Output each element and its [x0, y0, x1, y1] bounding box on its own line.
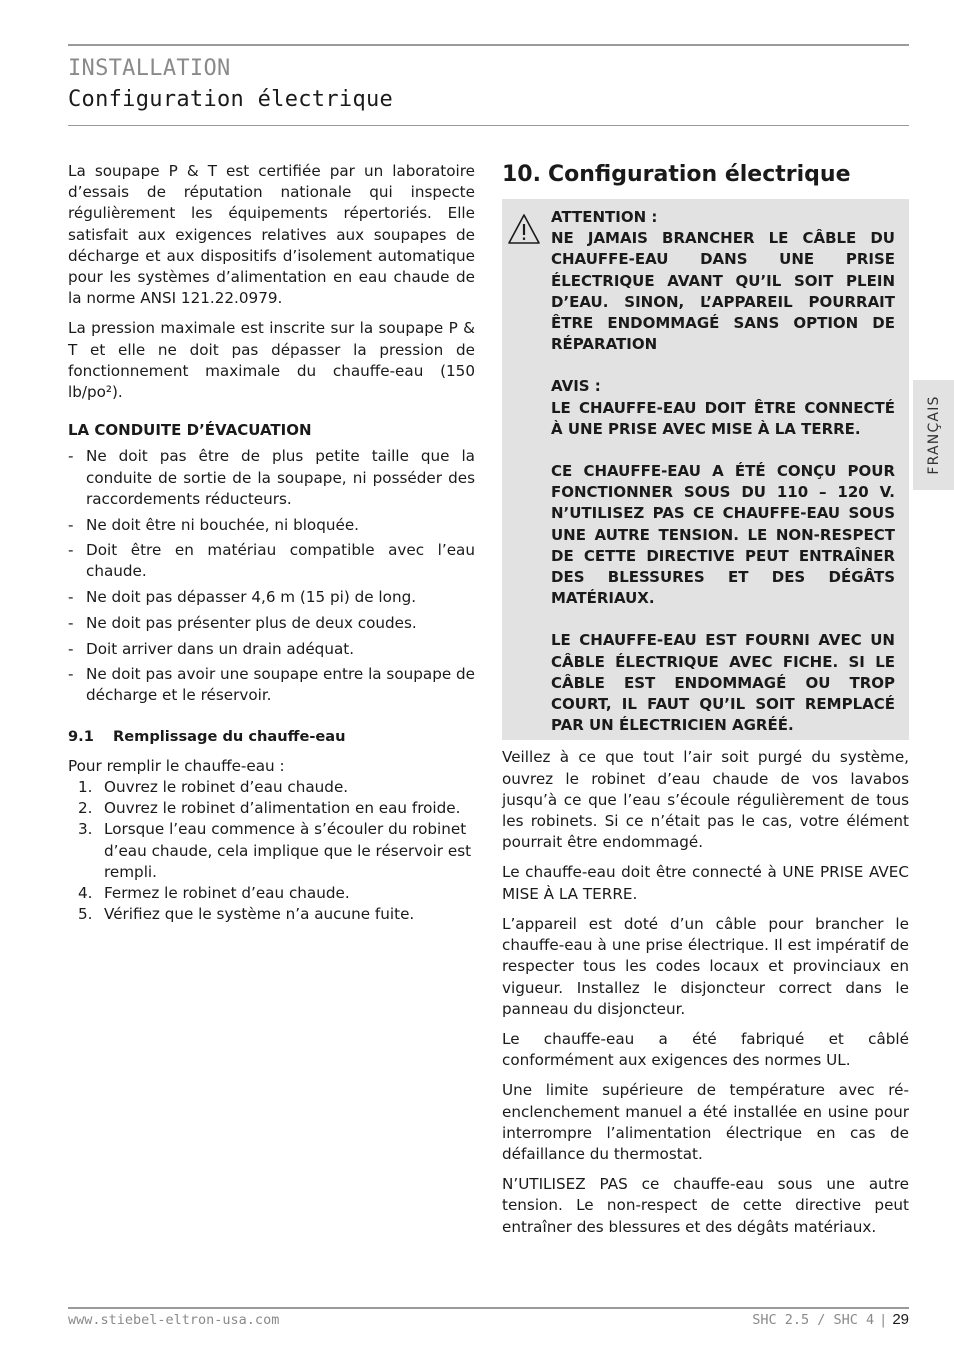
step-text: Ouvrez le robinet d’eau chaude. [104, 778, 349, 797]
attention-text: NE JAMAIS BRANCHER LE CÂBLE DU CHAUFFE-EAU DANS UNE PRISE ÉLECTRIQUE AVANT QU’IL SOIT PLEIN D’EAU. SINON, L’APPAREIL POURRAIT ÊTRE ENDOMMAGÉ SANS OPTION DE RÉPARATION [551, 229, 895, 354]
step-text: Lorsque l’eau commence à s’écouler du robinet d’eau chaude, cela implique que le réservoir est rempli. [104, 820, 472, 881]
step-number: 4. [78, 884, 93, 903]
page-number: 29 [892, 1311, 909, 1328]
step-text: Fermez le robinet d’eau chaude. [104, 884, 350, 903]
list-item: - Ne doit pas être de plus petite taille que la conduite de sortie de la soupape, ni posséder des raccordements réducteurs. [68, 446, 475, 510]
paragraph-max-pressure: La pression maximale est inscrite sur la soupape P & T et elle ne doit pas dépasser la pression de fonctionnement maximale du chauffe-eau (150 lb/po²). [68, 319, 475, 402]
section-title: Remplissage du chauffe-eau [113, 727, 346, 745]
header-title: Configuration électrique [68, 87, 394, 112]
footer-rule [68, 1307, 909, 1309]
step-text: Vérifiez que le système n’a aucune fuite. [104, 905, 415, 924]
list-item [68, 883, 475, 904]
footer-url: www.stiebel-eltron-usa.com [68, 1312, 280, 1328]
paragraph-high-limit: Une limite supérieure de température avec ré-enclenchement manuel a été installée en usine pour interrompre l’alimentation électrique en cas de défaillance du thermostat. [502, 1081, 909, 1163]
list-item: - Ne doit pas présenter plus de deux coudes. [68, 613, 475, 634]
paragraph-voltage-note: N’UTILISEZ PAS ce chauffe-eau sous une autre tension. Le non-respect de cette directive peut entraîner des blessures et des dégâts matériaux. [502, 1175, 909, 1236]
discharge-pipe-list [68, 446, 475, 706]
discharge-pipe-heading: LA CONDUITE D’ÉVACUATION [68, 421, 312, 440]
paragraph-ul-standards: Le chauffe-eau a été fabriqué et câblé conformément aux exigences des normes UL. [502, 1029, 909, 1070]
fill-intro: Pour remplir le chauffe-eau : [68, 756, 285, 775]
list-item [68, 904, 475, 925]
step-text: Ouvrez le robinet d’alimentation en eau froide. [104, 799, 461, 818]
footer-model: SHC 2.5 / SHC 4 [752, 1312, 875, 1328]
paragraph-pt-valve-certification: La soupape P & T est certifiée par un laboratoire d’essais de réputation nationale qui inspecte régulièrement les équipements répertoriés. Elle satisfait aux exigences relatives aux soupapes de décharge et aux dispositifs d’isolement automatique pour les systèmes d’alimentation en eau chaude de la norme ANSI 121.22.0979. [68, 162, 475, 308]
attention-label: ATTENTION : [551, 208, 658, 226]
paragraph-grounded-outlet: Le chauffe-eau doit être connecté à UNE PRISE AVEC MISE À LA TERRE. [502, 863, 909, 903]
list-item [68, 798, 475, 819]
paragraph-air-purge: Veillez à ce que tout l’air soit purgé du système, ouvrez le robinet d’eau chaude de vos lavabos jusqu’à ce que l’eau s’écoule régulièrement de tous les robinets. Si ce n’était pas le cas, votre élément pourrait être endommagé. [502, 748, 909, 852]
footer-separator: | [879, 1312, 888, 1328]
list-item [68, 819, 475, 883]
footer-right [752, 1311, 909, 1328]
section-heading-fill [68, 726, 475, 747]
section-number: 9.1 [68, 727, 94, 745]
left-column [68, 161, 475, 926]
list-item: - Ne doit pas avoir une soupape entre la soupape de décharge et le réservoir. [68, 664, 475, 706]
list-item: - Ne doit pas dépasser 4,6 m (15 pi) de long. [68, 587, 475, 608]
notice-label: AVIS : [551, 377, 601, 396]
header-bottom-rule [68, 125, 909, 126]
cable-warning-text: LE CHAUFFE-EAU EST FOURNI AVEC UN CÂBLE ÉLECTRIQUE AVEC FICHE. SI LE CÂBLE EST ENDOMMAGÉ OU TROP COURT, IL FAUT QU’IL SOIT REMPLACÉ PAR UN ÉLECTRICIEN AGRÉÉ. [551, 631, 895, 735]
language-tab-label: FRANÇAIS [925, 395, 942, 475]
step-number: 5. [78, 905, 93, 924]
section-number: 10. [502, 162, 541, 187]
section-heading-electrical [502, 160, 909, 190]
voltage-warning-text: CE CHAUFFE-EAU A ÉTÉ CONÇU POUR FONCTIONNER SOUS DU 110 – 120 V. N’UTILISEZ PAS CE CHAUFFE-EAU SOUS UNE AUTRE TENSION. LE NON-RESPECT DE CETTE DIRECTIVE PEUT ENTRAÎNER DES BLESSURES ET DES DÉGÂTS MATÉRIAUX. [551, 462, 895, 608]
step-number: 1. [78, 778, 93, 797]
list-item: - Ne doit être ni bouchée, ni bloquée. [68, 515, 475, 536]
header-kicker: INSTALLATION [68, 56, 231, 81]
list-item: - Doit être en matériau compatible avec l’eau chaude. [68, 540, 475, 582]
list-item [68, 777, 475, 798]
right-column [502, 160, 909, 1247]
warning-box [502, 199, 909, 740]
step-number: 3. [78, 820, 93, 839]
step-number: 2. [78, 799, 93, 818]
language-tab [913, 380, 954, 490]
header-top-rule [68, 44, 909, 46]
paragraph-cable-codes: L’appareil est doté d’un câble pour brancher le chauffe-eau à une prise électrique. Il est impératif de respecter tous les codes locaux et provinciaux en vigueur. Installez le disjoncteur correct dans le panneau du disjoncteur. [502, 914, 909, 1018]
section-title: Configuration électrique [548, 162, 851, 187]
fill-steps-list [68, 777, 475, 925]
warning-triangle-icon [507, 213, 541, 245]
list-item: - Doit arriver dans un drain adéquat. [68, 639, 475, 660]
notice-text: LE CHAUFFE-EAU DOIT ÊTRE CONNECTÉ À UNE PRISE AVEC MISE À LA TERRE. [551, 398, 895, 438]
